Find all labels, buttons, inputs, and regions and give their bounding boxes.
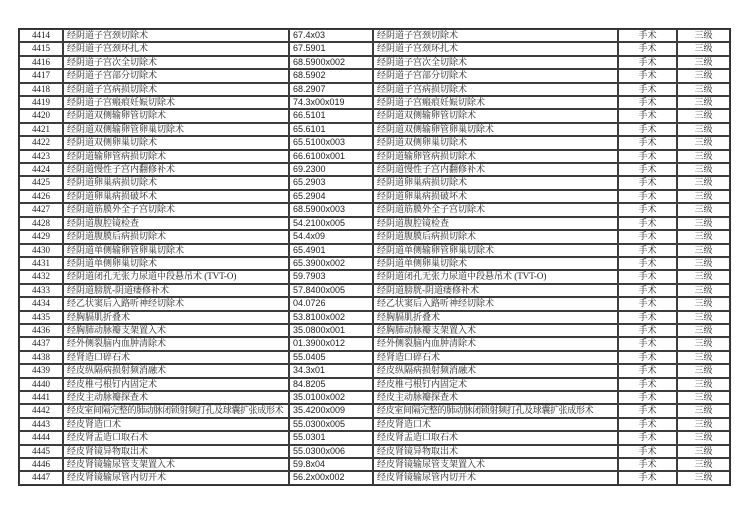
procedure-name: 经阴道腹腔镜检查 — [63, 217, 289, 230]
procedure-name: 经阴道闭孔无张力尿道中段悬吊术 (TVT-O) — [63, 270, 289, 283]
level-label: 三级 — [677, 364, 730, 377]
procedure-code: 57.8400x005 — [289, 284, 373, 297]
procedure-code: 55.0300x005 — [289, 418, 373, 431]
table-row — [19, 391, 730, 404]
category-label: 手术 — [618, 311, 677, 324]
row-number: 4423 — [19, 150, 63, 163]
procedure-code: 65.5100x003 — [289, 136, 373, 149]
procedure-name-repeat: 经阴道子宫颈切除术 — [373, 29, 618, 42]
table-row — [19, 42, 730, 55]
row-number: 4434 — [19, 297, 63, 310]
procedure-name: 经阴道筋膜外全子宫切除术 — [63, 203, 289, 216]
table-row — [19, 458, 730, 471]
table-row — [19, 29, 730, 42]
row-number: 4431 — [19, 257, 63, 270]
row-number: 4418 — [19, 83, 63, 96]
procedure-name: 经肾造口碎石术 — [63, 351, 289, 364]
procedure-name: 经阴道子宫病损切除术 — [63, 83, 289, 96]
row-number: 4432 — [19, 270, 63, 283]
procedure-name-repeat: 经阴道输卵管病损切除术 — [373, 150, 618, 163]
procedure-name-repeat: 经乙状窦后入路听神经切除术 — [373, 297, 618, 310]
procedure-code: 67.5901 — [289, 42, 373, 55]
table-row — [19, 404, 730, 417]
procedure-code: 56.2x00x002 — [289, 471, 373, 484]
level-label: 三级 — [677, 217, 730, 230]
category-label: 手术 — [618, 244, 677, 257]
procedure-name: 经阴道慢性子宫内翻修补术 — [63, 163, 289, 176]
procedure-name-repeat: 经阴道腹膜后病损切除术 — [373, 230, 618, 243]
category-label: 手术 — [618, 109, 677, 122]
category-label: 手术 — [618, 297, 677, 310]
procedure-name-repeat: 经皮肾造口术 — [373, 418, 618, 431]
table-row — [19, 203, 730, 216]
procedure-name-repeat: 经阴道子宫病损切除术 — [373, 83, 618, 96]
procedure-code: 65.4901 — [289, 244, 373, 257]
procedure-name: 经乙状窦后入路听神经切除术 — [63, 297, 289, 310]
category-label: 手术 — [618, 190, 677, 203]
procedure-code: 59.8x04 — [289, 458, 373, 471]
category-label: 手术 — [618, 42, 677, 55]
row-number: 4445 — [19, 445, 63, 458]
procedure-name: 经皮肾镜异物取出术 — [63, 445, 289, 458]
procedure-name-repeat: 经阴道双侧输卵管切除术 — [373, 109, 618, 122]
procedure-code: 55.0300x006 — [289, 445, 373, 458]
procedure-name: 经阴道子宫次全切除术 — [63, 56, 289, 69]
procedure-name: 经阴道腹膜后病损切除术 — [63, 230, 289, 243]
category-label: 手术 — [618, 471, 677, 484]
procedure-code: 34.3x01 — [289, 364, 373, 377]
level-label: 三级 — [677, 297, 730, 310]
level-label: 三级 — [677, 96, 730, 109]
procedure-name: 经阴道膀胱-阴道瘘修补术 — [63, 284, 289, 297]
procedure-name-repeat: 经阴道子宫颈环扎术 — [373, 42, 618, 55]
table-row — [19, 163, 730, 176]
category-label: 手术 — [618, 284, 677, 297]
table-row — [19, 257, 730, 270]
category-label: 手术 — [618, 270, 677, 283]
level-label: 三级 — [677, 29, 730, 42]
row-number: 4425 — [19, 176, 63, 189]
row-number: 4438 — [19, 351, 63, 364]
level-label: 三级 — [677, 324, 730, 337]
procedure-code: 65.3900x002 — [289, 257, 373, 270]
level-label: 三级 — [677, 270, 730, 283]
level-label: 三级 — [677, 203, 730, 216]
row-number: 4441 — [19, 391, 63, 404]
level-label: 三级 — [677, 404, 730, 417]
category-label: 手术 — [618, 56, 677, 69]
procedure-name: 经阴道卵巢病损破坏术 — [63, 190, 289, 203]
procedure-name-repeat: 经阴道膀胱-阴道瘘修补术 — [373, 284, 618, 297]
table-row — [19, 270, 730, 283]
procedure-name: 经阴道输卵管病损切除术 — [63, 150, 289, 163]
table-row — [19, 471, 730, 484]
category-label: 手术 — [618, 176, 677, 189]
procedure-code: 69.2300 — [289, 163, 373, 176]
procedure-name-repeat: 经阴道卵巢病损破坏术 — [373, 190, 618, 203]
procedure-name-repeat: 经阴道子宫次全切除术 — [373, 56, 618, 69]
procedure-name: 经皮室间隔完整的肺动脉闭锁射频打孔及球囊扩张成形术 — [63, 404, 289, 417]
level-label: 三级 — [677, 190, 730, 203]
category-label: 手术 — [618, 364, 677, 377]
category-label: 手术 — [618, 69, 677, 82]
procedure-name: 经阴道单侧输卵管卵巢切除术 — [63, 244, 289, 257]
row-number: 4442 — [19, 404, 63, 417]
procedure-name-repeat: 经阴道子宫瘢痕妊娠切除术 — [373, 96, 618, 109]
procedure-code: 35.4200x009 — [289, 404, 373, 417]
procedure-code: 66.5101 — [289, 109, 373, 122]
procedure-name: 经阴道子宫颈环扎术 — [63, 42, 289, 55]
category-label: 手术 — [618, 418, 677, 431]
row-number: 4419 — [19, 96, 63, 109]
category-label: 手术 — [618, 458, 677, 471]
procedure-name: 经阴道子宫瘢痕妊娠切除术 — [63, 96, 289, 109]
procedure-name-repeat: 经皮室间隔完整的肺动脉闭锁射频打孔及球囊扩张成形术 — [373, 404, 618, 417]
row-number: 4417 — [19, 69, 63, 82]
category-label: 手术 — [618, 431, 677, 444]
table-row — [19, 418, 730, 431]
category-label: 手术 — [618, 29, 677, 42]
category-label: 手术 — [618, 83, 677, 96]
procedure-name-repeat: 经皮肾镜输尿管支架置入术 — [373, 458, 618, 471]
procedure-name-repeat: 经阴道双侧卵巢切除术 — [373, 136, 618, 149]
level-label: 三级 — [677, 257, 730, 270]
procedure-name-repeat: 经肾造口碎石术 — [373, 351, 618, 364]
table-row — [19, 96, 730, 109]
row-number: 4437 — [19, 337, 63, 350]
level-label: 三级 — [677, 311, 730, 324]
table-row — [19, 284, 730, 297]
row-number: 4433 — [19, 284, 63, 297]
category-label: 手术 — [618, 217, 677, 230]
table-row — [19, 378, 730, 391]
row-number: 4430 — [19, 244, 63, 257]
procedure-name-repeat: 经阴道筋膜外全子宫切除术 — [373, 203, 618, 216]
procedure-code: 54.2100x005 — [289, 217, 373, 230]
table-row — [19, 431, 730, 444]
procedure-name: 经胸肺动脉瓣支架置入术 — [63, 324, 289, 337]
procedure-code: 67.4x03 — [289, 29, 373, 42]
table-row — [19, 56, 730, 69]
table-row — [19, 230, 730, 243]
procedure-name: 经皮椎弓根钉内固定术 — [63, 378, 289, 391]
procedure-name-repeat: 经阴道单侧卵巢切除术 — [373, 257, 618, 270]
category-label: 手术 — [618, 445, 677, 458]
procedure-name-repeat: 经皮肾盂造口取石术 — [373, 431, 618, 444]
category-label: 手术 — [618, 378, 677, 391]
level-label: 三级 — [677, 230, 730, 243]
row-number: 4443 — [19, 418, 63, 431]
level-label: 三级 — [677, 471, 730, 484]
level-label: 三级 — [677, 378, 730, 391]
row-number: 4440 — [19, 378, 63, 391]
procedure-code: 53.8100x002 — [289, 311, 373, 324]
procedure-code: 65.2903 — [289, 176, 373, 189]
row-number: 4446 — [19, 458, 63, 471]
procedure-table — [18, 28, 731, 486]
procedure-name-repeat: 经皮肾镜输尿管内切开术 — [373, 471, 618, 484]
table-row — [19, 83, 730, 96]
table-row — [19, 217, 730, 230]
procedure-code: 68.2907 — [289, 83, 373, 96]
procedure-name: 经皮主动脉瓣探查术 — [63, 391, 289, 404]
procedure-code: 55.0405 — [289, 351, 373, 364]
level-label: 三级 — [677, 163, 730, 176]
category-label: 手术 — [618, 150, 677, 163]
category-label: 手术 — [618, 404, 677, 417]
level-label: 三级 — [677, 123, 730, 136]
procedure-name: 经阴道卵巢病损切除术 — [63, 176, 289, 189]
level-label: 三级 — [677, 56, 730, 69]
procedure-name: 经阴道双侧输卵管切除术 — [63, 109, 289, 122]
category-label: 手术 — [618, 123, 677, 136]
row-number: 4447 — [19, 471, 63, 484]
procedure-name: 经皮肾造口术 — [63, 418, 289, 431]
procedure-name: 经皮肾镜输尿管支架置入术 — [63, 458, 289, 471]
row-number: 4416 — [19, 56, 63, 69]
table-row — [19, 190, 730, 203]
row-number: 4436 — [19, 324, 63, 337]
row-number: 4420 — [19, 109, 63, 122]
row-number: 4424 — [19, 163, 63, 176]
procedure-name: 经皮肾盂造口取石术 — [63, 431, 289, 444]
level-label: 三级 — [677, 109, 730, 122]
row-number: 4439 — [19, 364, 63, 377]
row-number: 4415 — [19, 42, 63, 55]
table-row — [19, 136, 730, 149]
level-label: 三级 — [677, 244, 730, 257]
procedure-code: 84.8205 — [289, 378, 373, 391]
level-label: 三级 — [677, 337, 730, 350]
table-row — [19, 150, 730, 163]
procedure-name-repeat: 经胸膈肌折叠术 — [373, 311, 618, 324]
procedure-name: 经皮肾镜输尿管内切开术 — [63, 471, 289, 484]
procedure-name-repeat: 经阴道慢性子宫内翻修补术 — [373, 163, 618, 176]
table-row — [19, 244, 730, 257]
procedure-name-repeat: 经阴道腹腔镜检查 — [373, 217, 618, 230]
level-label: 三级 — [677, 391, 730, 404]
category-label: 手术 — [618, 391, 677, 404]
table-row — [19, 337, 730, 350]
table-row — [19, 351, 730, 364]
category-label: 手术 — [618, 203, 677, 216]
row-number: 4444 — [19, 431, 63, 444]
row-number: 4422 — [19, 136, 63, 149]
procedure-code: 35.0100x002 — [289, 391, 373, 404]
category-label: 手术 — [618, 257, 677, 270]
procedure-code: 54.4x09 — [289, 230, 373, 243]
row-number: 4428 — [19, 217, 63, 230]
procedure-code: 68.5902 — [289, 69, 373, 82]
row-number: 4435 — [19, 311, 63, 324]
procedure-code: 66.6100x001 — [289, 150, 373, 163]
row-number: 4429 — [19, 230, 63, 243]
procedure-code: 68.5900x003 — [289, 203, 373, 216]
procedure-name: 经阴道双侧卵巢切除术 — [63, 136, 289, 149]
procedure-name-repeat: 经皮椎弓根钉内固定术 — [373, 378, 618, 391]
procedure-name-repeat: 经皮纵隔病损射频消融术 — [373, 364, 618, 377]
procedure-name-repeat: 经胸肺动脉瓣支架置入术 — [373, 324, 618, 337]
level-label: 三级 — [677, 136, 730, 149]
table-row — [19, 123, 730, 136]
procedure-code: 65.2904 — [289, 190, 373, 203]
table-row — [19, 297, 730, 310]
procedure-code: 04.0726 — [289, 297, 373, 310]
level-label: 三级 — [677, 418, 730, 431]
category-label: 手术 — [618, 230, 677, 243]
level-label: 三级 — [677, 458, 730, 471]
procedure-name: 经皮纵隔病损射频消融术 — [63, 364, 289, 377]
procedure-name-repeat: 经阴道子宫部分切除术 — [373, 69, 618, 82]
procedure-name: 经阴道单侧卵巢切除术 — [63, 257, 289, 270]
row-number: 4421 — [19, 123, 63, 136]
level-label: 三级 — [677, 284, 730, 297]
table-row — [19, 324, 730, 337]
procedure-code: 01.3900x012 — [289, 337, 373, 350]
procedure-name: 经阴道双侧输卵管卵巢切除术 — [63, 123, 289, 136]
level-label: 三级 — [677, 445, 730, 458]
row-number: 4414 — [19, 29, 63, 42]
level-label: 三级 — [677, 431, 730, 444]
row-number: 4426 — [19, 190, 63, 203]
procedure-code: 59.7903 — [289, 270, 373, 283]
level-label: 三级 — [677, 42, 730, 55]
table-row — [19, 176, 730, 189]
procedure-name: 经胸膈肌折叠术 — [63, 311, 289, 324]
procedure-name-repeat: 经阴道卵巢病损切除术 — [373, 176, 618, 189]
procedure-name-repeat: 经皮主动脉瓣探查术 — [373, 391, 618, 404]
procedure-code: 68.5900x002 — [289, 56, 373, 69]
procedure-name: 经阴道子宫部分切除术 — [63, 69, 289, 82]
level-label: 三级 — [677, 83, 730, 96]
category-label: 手术 — [618, 136, 677, 149]
table-row — [19, 364, 730, 377]
level-label: 三级 — [677, 69, 730, 82]
table-row — [19, 445, 730, 458]
level-label: 三级 — [677, 351, 730, 364]
procedure-code: 74.3x00x019 — [289, 96, 373, 109]
procedure-name-repeat: 经阴道单侧输卵管卵巢切除术 — [373, 244, 618, 257]
procedure-name-repeat: 经阴道闭孔无张力尿道中段悬吊术 (TVT-O) — [373, 270, 618, 283]
procedure-name: 经外侧裂脑内血肿清除术 — [63, 337, 289, 350]
table-row — [19, 311, 730, 324]
procedure-code: 55.0301 — [289, 431, 373, 444]
category-label: 手术 — [618, 351, 677, 364]
row-number: 4427 — [19, 203, 63, 216]
table-row — [19, 69, 730, 82]
procedure-name-repeat: 经皮肾镜异物取出术 — [373, 445, 618, 458]
category-label: 手术 — [618, 324, 677, 337]
procedure-name: 经阴道子宫颈切除术 — [63, 29, 289, 42]
table-row — [19, 109, 730, 122]
procedure-name-repeat: 经外侧裂脑内血肿清除术 — [373, 337, 618, 350]
category-label: 手术 — [618, 163, 677, 176]
level-label: 三级 — [677, 176, 730, 189]
procedure-code: 65.6101 — [289, 123, 373, 136]
procedure-code: 35.0800x001 — [289, 324, 373, 337]
category-label: 手术 — [618, 337, 677, 350]
procedure-name-repeat: 经阴道双侧输卵管卵巢切除术 — [373, 123, 618, 136]
level-label: 三级 — [677, 150, 730, 163]
category-label: 手术 — [618, 96, 677, 109]
